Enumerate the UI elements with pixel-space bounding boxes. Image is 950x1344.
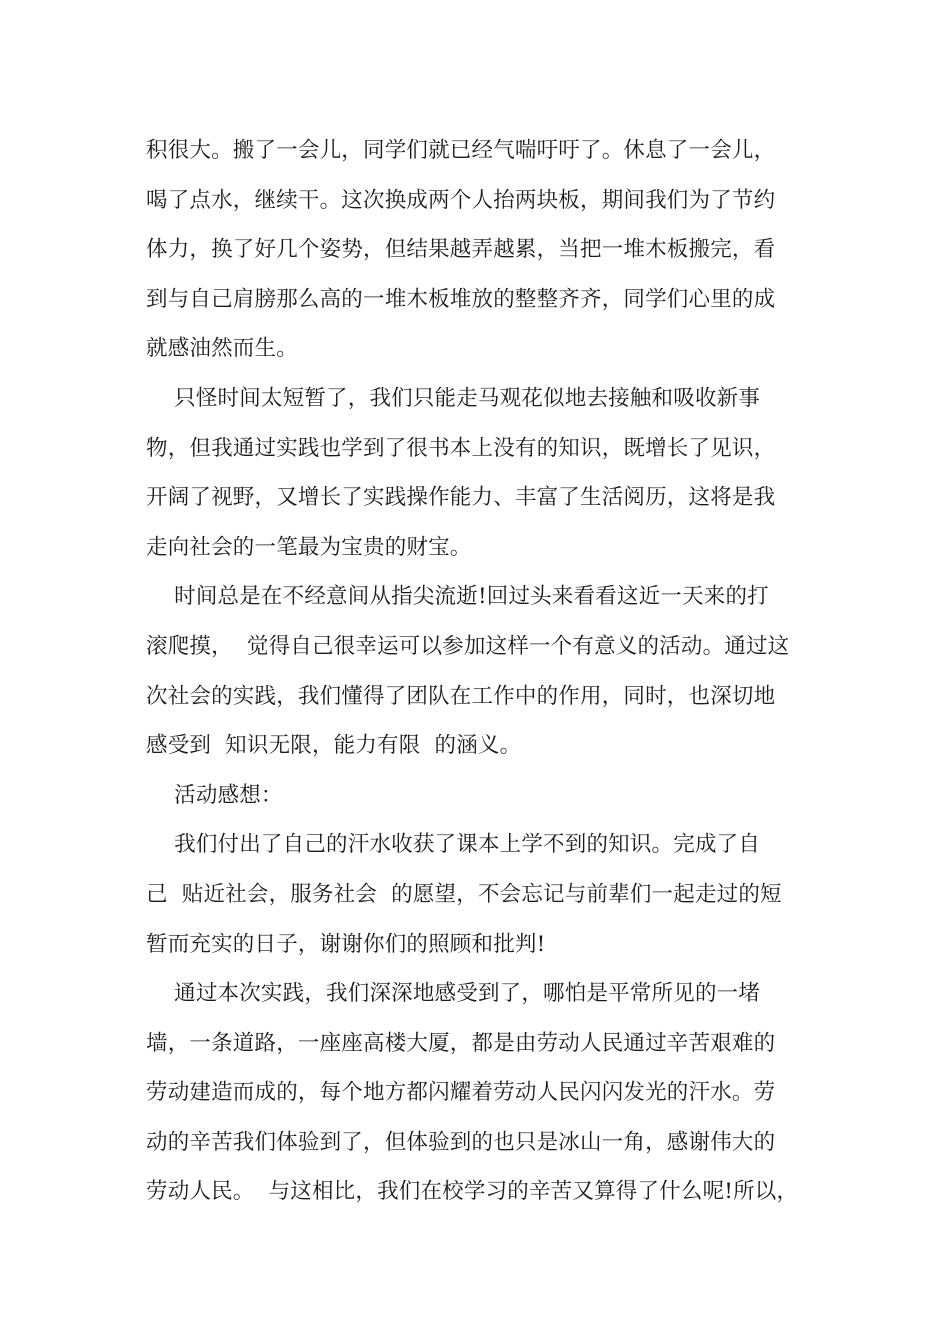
text-line: 劳动人民。 与这相比，我们在校学习的辛苦又算得了什么呢!所以， (146, 1179, 799, 1205)
text-line: 感受到 知识无限，能力有限 的涵义。 (146, 733, 522, 759)
text-line: 只怪时间太短暂了，我们只能走马观花似地去接触和吸收新事 (146, 385, 761, 411)
text-line: 开阔了视野，又增长了实践操作能力、丰富了生活阅历，这将是我 (146, 485, 776, 511)
document-body (146, 126, 826, 1217)
text-line: 墙，一条道路，一座座高楼大厦，都是由劳动人民通过辛苦艰难的 (146, 1030, 776, 1056)
text-line: 劳动建造而成的，每个地方都闪耀着劳动人民闪闪发光的汗水。劳 (146, 1080, 776, 1106)
text-line: 己 贴近社会，服务社会 的愿望，不会忘记与前辈们一起走过的短 (146, 881, 782, 907)
text-line: 滚爬摸， 觉得自己很幸运可以参加这样一个有意义的活动。通过这 (146, 633, 790, 659)
text-line: 暂而充实的日子，谢谢你们的照顾和批判! (146, 931, 546, 957)
text-line: 通过本次实践，我们深深地感受到了，哪怕是平常所见的一堵 (146, 981, 761, 1007)
text-line: 次社会的实践，我们懂得了团队在工作中的作用，同时，也深切地 (146, 683, 776, 709)
text-line: 物，但我通过实践也学到了很书本上没有的知识，既增长了见识， (146, 435, 776, 461)
section-heading: 活动感想： (146, 782, 283, 808)
text-line: 体力，换了好几个姿势，但结果越弄越累，当把一堆木板搬完，看 (146, 237, 776, 263)
text-line: 到与自己肩膀那么高的一堆木板堆放的整整齐齐，同学们心里的成 (146, 286, 776, 312)
text-line: 我们付出了自己的汗水收获了课本上学不到的知识。完成了自 (146, 832, 761, 858)
text-line: 积很大。搬了一会儿，同学们就已经气喘吁吁了。休息了一会儿， (146, 138, 776, 163)
text-line: 动的辛苦我们体验到了，但体验到的也只是冰山一角，感谢伟大的 (146, 1129, 776, 1155)
text-line: 时间总是在不经意间从指尖流逝!回过头来看看这近一天来的打 (146, 584, 769, 610)
text-line: 就感油然而生。 (146, 336, 298, 362)
text-line: 走向社会的一笔最为宝贵的财宝。 (146, 534, 472, 560)
text-line: 喝了点水，继续干。这次换成两个人抬两块板，期间我们为了节约 (146, 187, 776, 213)
